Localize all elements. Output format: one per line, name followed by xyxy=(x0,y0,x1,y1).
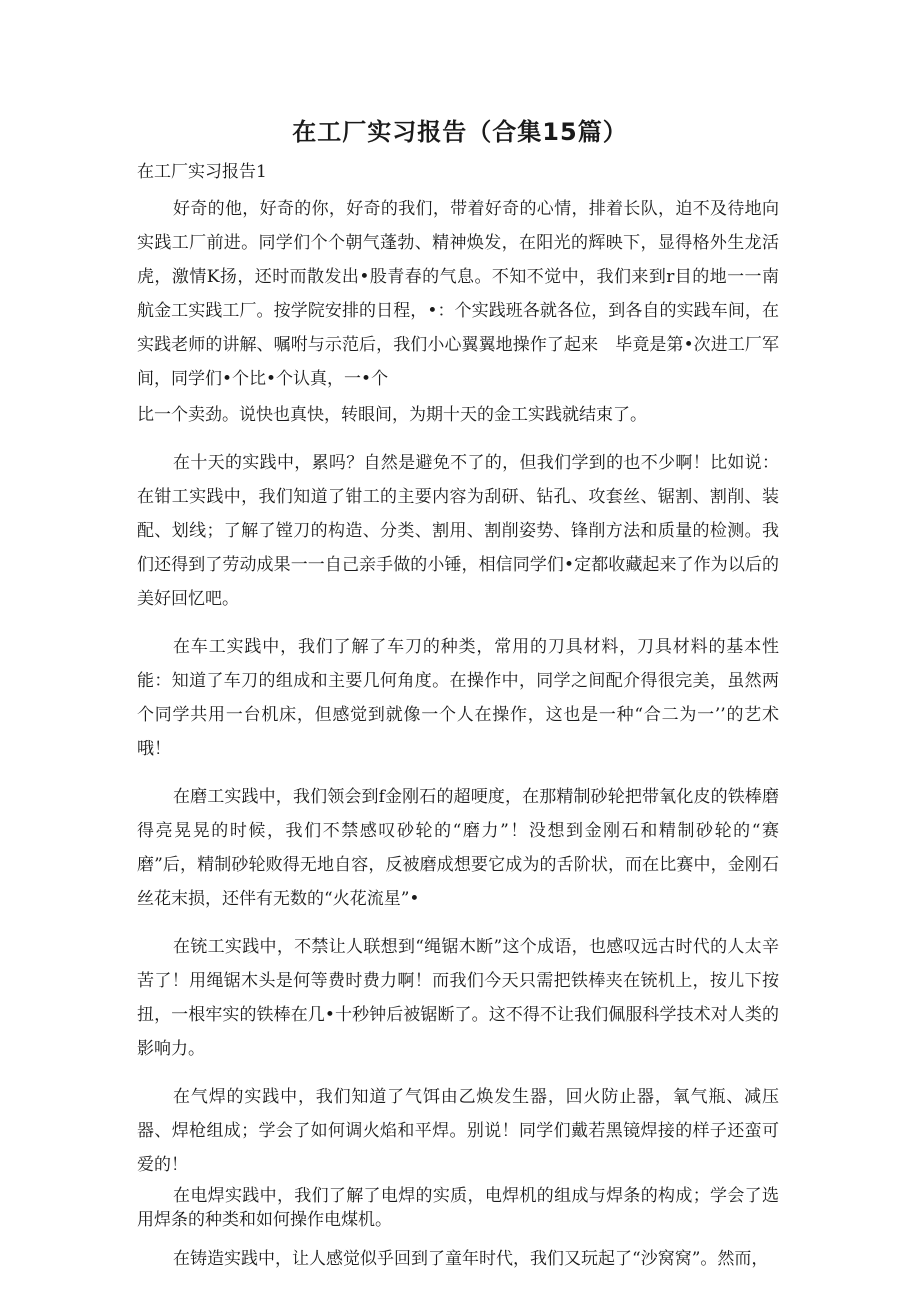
paragraph-intro: 好奇的他，好奇的你，好奇的我们，带着好奇的心情，排着长队，迫不及待地向实践工厂前进。同学们个个朝气蓬勃、精神焕发，在阳光的辉映下，显得格外生龙活虎，激情K扬，还时而散发出•股青春的气息。不知不觉中，我们来到r目的地一一南航金工实践工厂。按学院安排的日程，•：个实践班各就各位，到各自的实践车间，在实践老师的讲解、嘱咐与示范后，我们小心翼翼地操作了起来 毕竟是第•次进工厂军间，同学们•个比•个认真，一•个 xyxy=(137,199,779,389)
paragraph-lathe-practice: 在车工实践中，我们了解了车刀的种类，常用的刀具材料，刀具材料的基本性能：知道了车刀的组成和主要几何角度。在操作中，同学之间配介得很完美，虽然两个同学共用一台机床，但感觉到就像一个人在操作，这也是一种“合二为一’’的艺术哦！ xyxy=(137,637,779,759)
paragraph-intro-continued: 比一个卖劲。说快也真快，转眼间，为期十天的金工实践就结束了。 xyxy=(137,405,647,425)
paragraph-grinding-practice: 在磨工实践中，我们领会到f金刚石的超哽度，在那精制砂轮把带氧化皮的铁棒磨得亮晃晃的时候，我们不禁感叹砂轮的“磨力”！没想到金刚石和精制砂轮的“赛磨”后，精制砂轮败得无地自容，反被磨成想要它成为的舌阶状，而在比赛中，金刚石丝花末损，还伴有无数的“火花流星”• xyxy=(137,787,779,909)
document-body xyxy=(137,192,779,1290)
paragraph-arc-welding-practice: 在电焊实践中，我们了解了电焊的实质，电焊机的组成与焊条的构成；学会了选用焊条的种类和如何操作电煤机。 xyxy=(137,1186,779,1230)
paragraph-gas-welding-practice: 在气焊的实践中，我们知道了气饵由乙焕发生器，回火防止器，氧气瓶、减压器、焊枪组成；学会了如何调火焰和平焊。别说！同学们戴若黑镜焊接的样子还蛮可爱的！ xyxy=(137,1087,779,1175)
section-heading: 在工厂实习报告1 xyxy=(137,162,267,182)
paragraph-milling-practice: 在铳工实践中，不禁让人联想到“绳锯木断”这个成语，也感叹远古时代的人太辛苦了！用绳锯木头是何等费时费力啊！而我们今天只需把铁棒夹在铳机上，按儿下按扭，一根牢实的铁棒在几•十秒钟后被锯断了。这不得不让我们佩服科学技术对人类的影响力。 xyxy=(137,937,779,1059)
paragraph-casting-practice: 在铸造实践中，让人感觉似乎回到了童年时代，我们又玩起了“沙窝窝”。然而， xyxy=(173,1249,769,1269)
paragraph-fitter-practice: 在十天的实践中，累吗？自然是避免不了的，但我们学到的也不少啊！比如说：在钳工实践中，我们知道了钳工的主要内容为刮研、钻孔、攻套丝、锯割、割削、装配、划线；了解了镗刀的构造、分类、割用、割削姿势、锋削方法和质量的检测。我们还得到了劳动成果一一自己亲手做的小锤，相信同学们•定都收藏起来了作为以后的美好回忆吧。 xyxy=(137,453,779,609)
document-title: 在工厂实习报告（合集15篇） xyxy=(292,118,628,146)
